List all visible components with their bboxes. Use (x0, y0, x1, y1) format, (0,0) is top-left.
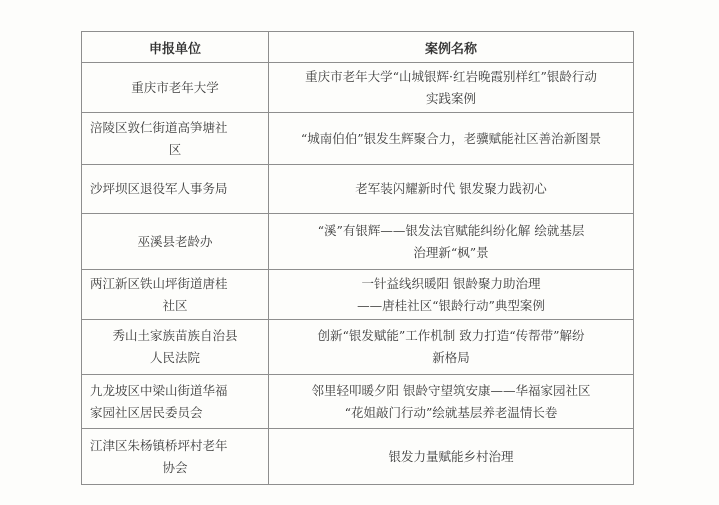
table-row (82, 270, 634, 320)
applicant-unit-cell (82, 320, 269, 375)
table-row (82, 375, 634, 429)
table-row (82, 63, 634, 113)
applicant-unit-cell (82, 214, 269, 270)
case-text: 邻里轻叩暖夕阳 银龄守望筑安康——华福家园社区 (311, 382, 591, 398)
case-text: 银发力量赋能乡村治理 (388, 448, 514, 464)
applicant-unit-cell (82, 429, 269, 485)
case-name-cell (269, 375, 634, 429)
case-text: 实践案例 (425, 90, 476, 106)
case-name-cell (269, 113, 634, 165)
table-row (82, 320, 634, 375)
case-name-cell (269, 320, 634, 375)
table-row (82, 214, 634, 270)
unit-text: 家园社区居民委员会 (90, 404, 203, 420)
unit-text: 人民法院 (149, 350, 200, 365)
table-row (82, 113, 634, 165)
case-text: “城南伯伯”银发生辉聚合力，老骥赋能社区善治新图景 (300, 130, 602, 146)
unit-text: 九龙坡区中梁山街道华福 (90, 382, 228, 398)
applicant-unit-cell (82, 375, 269, 429)
header-case-name: 案例名称 (269, 32, 634, 63)
unit-text: 区 (168, 141, 182, 157)
header-applicant-unit: 申报单位 (82, 32, 269, 63)
case-name-cell (269, 165, 634, 214)
unit-text: 江津区朱杨镇桥坪村老年 (90, 437, 228, 453)
unit-text: 秀山土家族苗族自治县 (112, 328, 238, 343)
case-text: “花姐敲门行动”绘就基层养老温情长卷 (344, 404, 558, 420)
unit-text: 重庆市老年大学 (131, 79, 219, 95)
case-text: 一针益线织暖阳 银龄聚力助治理 (361, 275, 541, 291)
case-text: 治理新“枫”景 (413, 244, 489, 260)
case-text: 创新“银发赋能”工作机制 致力打造“传帮带”解纷 (317, 328, 585, 343)
case-text: 重庆市老年大学“山城银辉·红岩晚霞别样红”银龄行动 (305, 68, 597, 84)
case-name-cell (269, 429, 634, 485)
unit-text: 社区 (162, 297, 188, 313)
case-text: “溪”有银辉——银发法官赋能纠纷化解 绘就基层 (317, 222, 585, 238)
table-row (82, 165, 634, 214)
case-text: 新格局 (432, 350, 470, 365)
case-text: 老军装闪耀新时代 银发聚力践初心 (355, 181, 547, 196)
unit-text: 沙坪坝区退役军人事务局 (90, 181, 228, 196)
case-name-cell (269, 270, 634, 320)
applicant-unit-cell (82, 270, 269, 320)
unit-text: 两江新区铁山坪街道唐桂 (90, 275, 228, 291)
case-table (81, 31, 634, 485)
table-header-row (82, 32, 634, 63)
table-row (82, 429, 634, 485)
unit-text: 涪陵区敦仁街道高笋塘社 (90, 119, 228, 135)
case-name-cell (269, 63, 634, 113)
case-text: ——唐桂社区“银龄行动”典型案例 (357, 297, 545, 313)
unit-text: 巫溪县老龄办 (137, 233, 213, 249)
applicant-unit-cell (82, 63, 269, 113)
case-name-cell (269, 214, 634, 270)
applicant-unit-cell (82, 165, 269, 214)
applicant-unit-cell (82, 113, 269, 165)
unit-text: 协会 (162, 459, 188, 475)
